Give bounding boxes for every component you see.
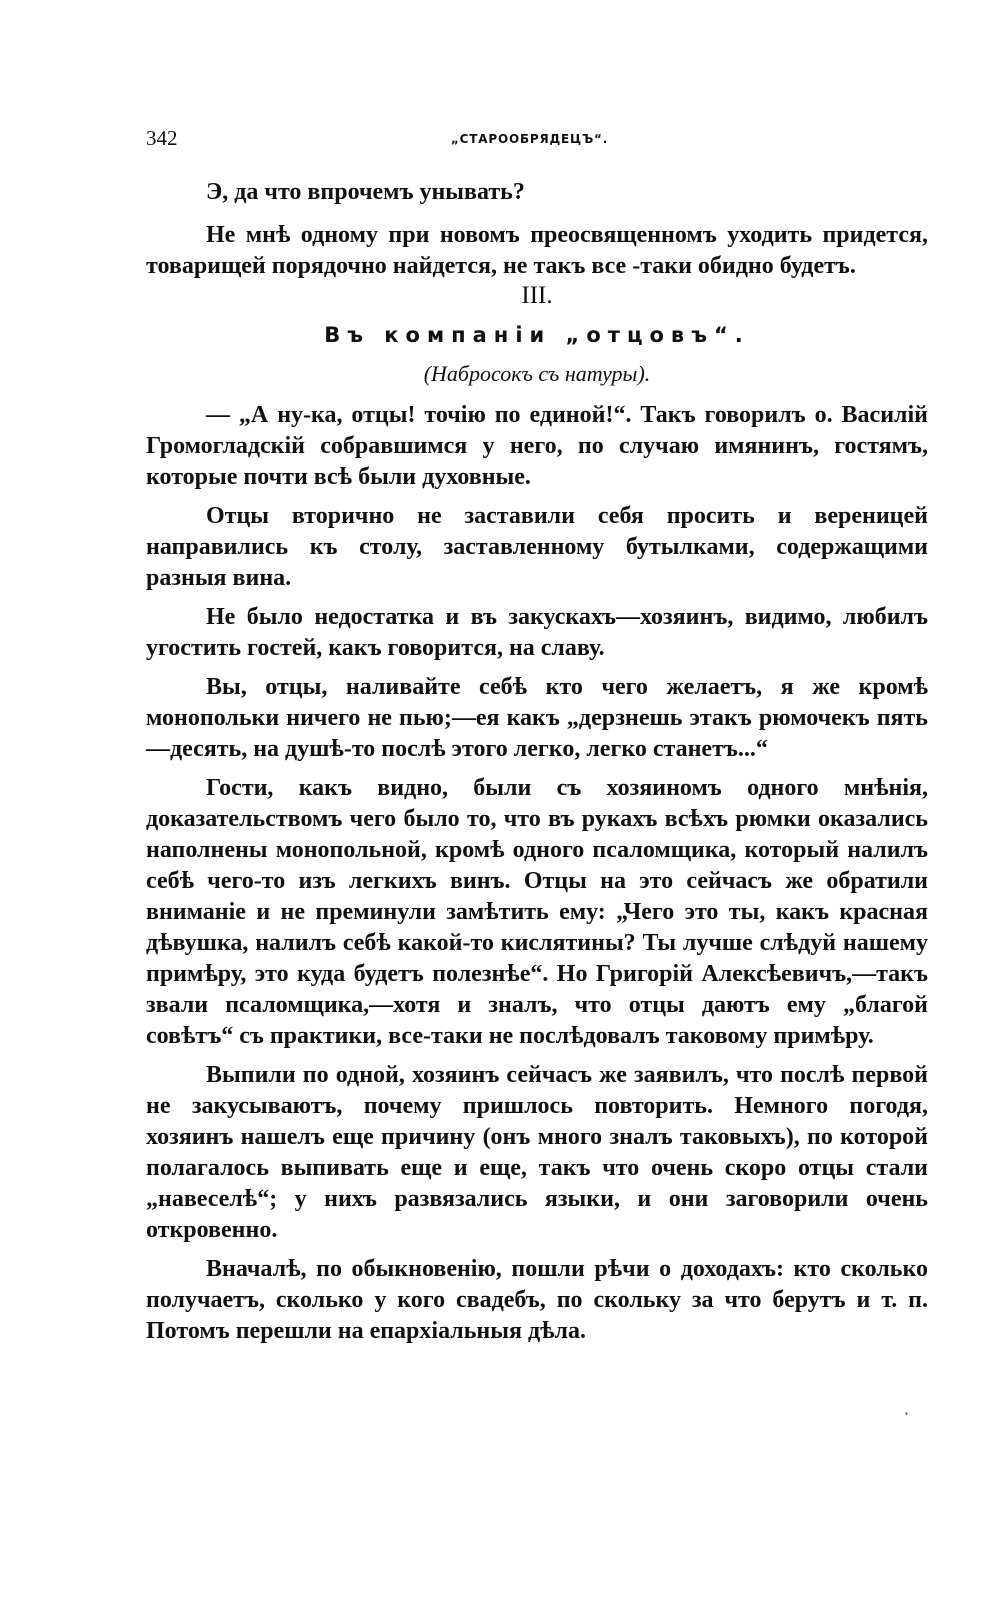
section-paragraph-7: Вначалѣ, по обыкновенію, пошли рѣчи о доходахъ: кто сколько получаетъ, сколько у кого свадебъ, по скольку за что берутъ и т. п. Потомъ перешли на епархіальныя дѣла.: [146, 1256, 928, 1344]
section-paragraph-4: Вы, отцы, наливайте себѣ кто чего желаетъ, я же кромѣ монопольки ничего не пью;—ея какъ „дерзнешь этакъ рюмочекъ пять—десять, на душѣ-то послѣ этого легко, легко станетъ...“: [146, 674, 928, 762]
page-number: 342: [146, 126, 178, 150]
section-paragraph-5: Гости, какъ видно, были съ хозяиномъ одного мнѣнія, доказательствомъ чего было то, что въ рукахъ всѣхъ рюмки оказались наполнены монопольной, кромѣ одного псаломщика, который налилъ себѣ чего-то изъ легкихъ винъ. Отцы на это сейчасъ же обратили вниманіе и не преминули замѣтить ему: „Чего это ты, какъ красная дѣвушка, налилъ себѣ какой-то кислятины? Ты лучше слѣдуй нашему примѣру, это куда будетъ полезнѣе“. Но Григорій Алексѣевичъ,—такъ звали псаломщика,—хотя и зналъ, что отцы даютъ ему „благой совѣтъ“ съ практики, все-таки не послѣдовалъ таковому примѣру.: [146, 775, 928, 1049]
section-paragraph-1: — „А ну-ка, отцы! точію по единой!“. Такъ говорилъ о. Василій Громогладскій собравшимся у него, по случаю имянинъ, гостямъ, которые почти всѣ были духовные.: [146, 402, 928, 490]
section-number: III.: [521, 282, 553, 309]
page-text: [146, 177, 928, 1355]
scan-dot-mark: ·: [904, 1404, 910, 1423]
section-title: Въ компаніи „отцовъ“.: [324, 323, 750, 347]
paragraph-1: Э, да что впрочемъ унывать?: [206, 179, 525, 205]
paragraph-2: Не мнѣ одному при новомъ преосвященномъ уходить придется, товарищей порядочно найдется, не такъ все -таки обидно будетъ.: [146, 222, 928, 279]
section-paragraph-2: Отцы вторично не заставили себя просить и вереницей направились къ столу, заставленному бутылками, содержащими разныя вина.: [146, 503, 928, 591]
section-subtitle: (Набросокъ съ натуры).: [423, 361, 651, 386]
section-paragraph-3: Не было недостатка и въ закускахъ—хозяинъ, видимо, любилъ угостить гостей, какъ говорится, на славу.: [146, 604, 928, 661]
running-title: „СТАРООБРЯДЕЦЪ“.: [451, 132, 609, 146]
page-header: [146, 124, 936, 152]
section-paragraph-6: Выпили по одной, хозяинъ сейчасъ же заявилъ, что послѣ первой не закусываютъ, почему пришлось повторить. Немного погодя, хозяинъ нашелъ еще причину (онъ много зналъ таковыхъ), по которой полагалось выпивать еще и еще, такъ что очень скоро отцы стали „навеселѣ“; у нихъ развязались языки, и они заговорили очень откровенно.: [146, 1062, 928, 1243]
